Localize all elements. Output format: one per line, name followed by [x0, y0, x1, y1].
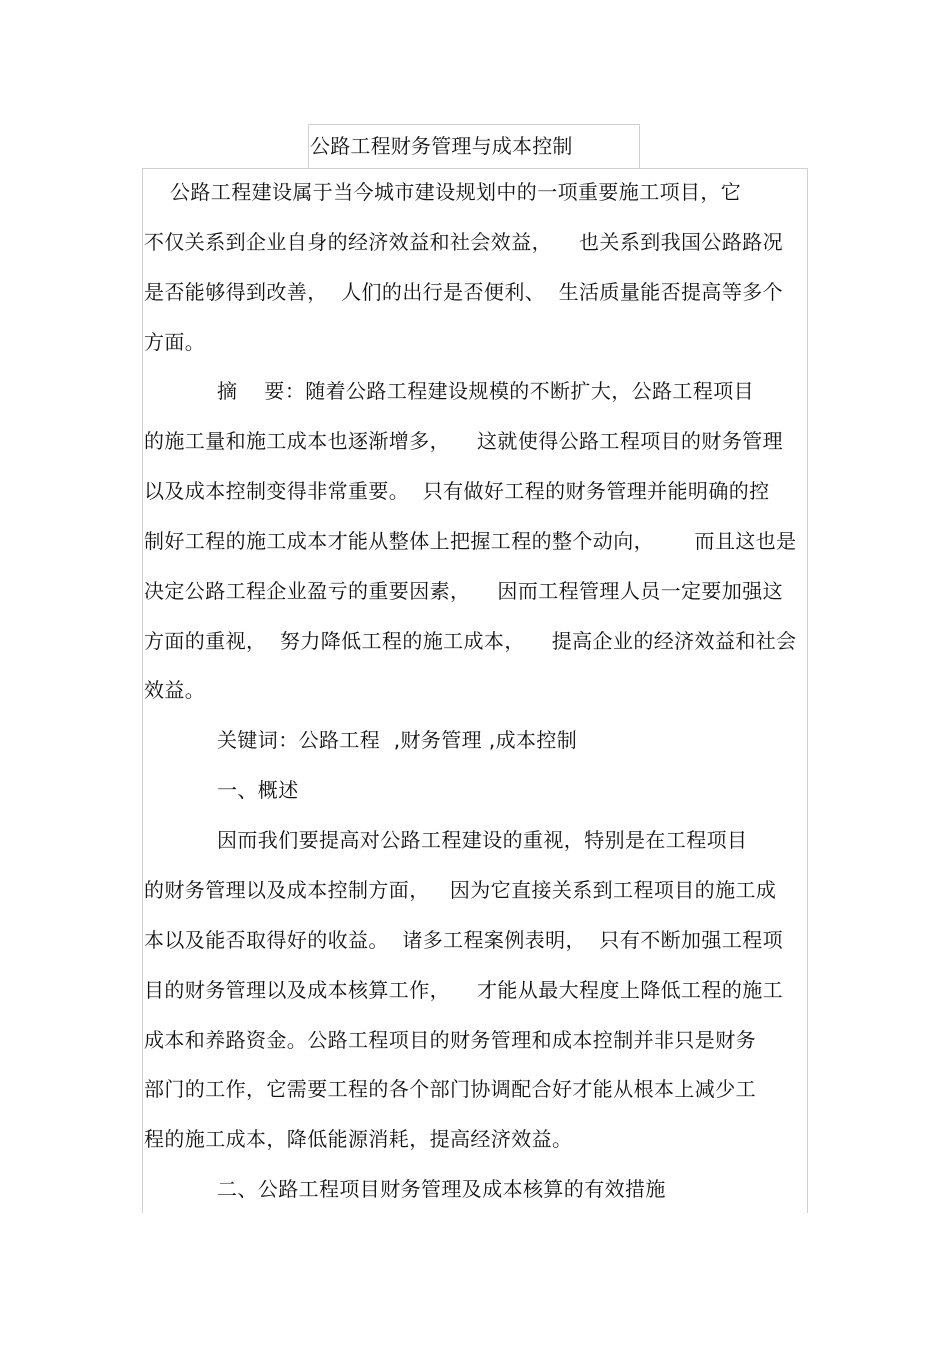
text-line: 成本和养路资金。公路工程项目的财务管理和成本控制并非只是财务 [144, 1028, 756, 1052]
text-line: 本以及能否取得好的收益。 诸多工程案例表明， 只有不断加强工程项 [144, 928, 784, 952]
section-heading: 二、公路工程项目财务管理及成本核算的有效措施 [217, 1177, 666, 1201]
text-line: 程的施工成本，降低能源消耗，提高经济效益。 [144, 1127, 573, 1151]
text-line: 因而我们要提高对公路工程建设的重视，特别是在工程项目 [217, 828, 748, 852]
text-line: 目的财务管理以及成本核算工作， 才能从最大程度上降低工程的施工 [144, 978, 784, 1002]
section-heading: 一、概述 [217, 778, 299, 802]
text-frame-left [142, 168, 143, 1213]
abstract-line: 以及成本控制变得非常重要。 只有做好工程的财务管理并能明确的控 [144, 479, 770, 503]
document-title: 公路工程财务管理与成本控制 [310, 134, 573, 158]
text-line: 不仅关系到企业自身的经济效益和社会效益， 也关系到我国公路路况 [144, 230, 784, 254]
text-line: 方面。 [144, 330, 206, 354]
abstract-line: 决定公路工程企业盈亏的重要因素， 因而工程管理人员一定要加强这 [144, 579, 784, 603]
text-line: 是否能够得到改善， 人们的出行是否便利、 生活质量能否提高等多个 [144, 280, 784, 304]
text-frame-right [807, 168, 808, 1213]
abstract-line: 的施工量和施工成本也逐渐增多， 这就使得公路工程项目的财务管理 [144, 429, 784, 453]
text-line: 公路工程建设属于当今城市建设规划中的一项重要施工项目，它 [170, 180, 742, 204]
keywords-line: 关键词：公路工程 ,财务管理 ,成本控制 [217, 728, 578, 752]
text-frame-top [142, 168, 808, 169]
abstract-line: 制好工程的施工成本才能从整体上把握工程的整个动向， 而且这也是 [144, 529, 797, 553]
abstract-line: 方面的重视， 努力降低工程的施工成本， 提高企业的经济效益和社会 [144, 629, 797, 653]
text-line: 的财务管理以及成本控制方面， 因为它直接关系到工程项目的施工成 [144, 878, 777, 902]
abstract-line: 摘 要：随着公路工程建设规模的不断扩大，公路工程项目 [217, 379, 755, 403]
abstract-line: 效益。 [144, 678, 206, 702]
text-line: 部门的工作，它需要工程的各个部门协调配合好才能从根本上减少工 [144, 1077, 756, 1101]
